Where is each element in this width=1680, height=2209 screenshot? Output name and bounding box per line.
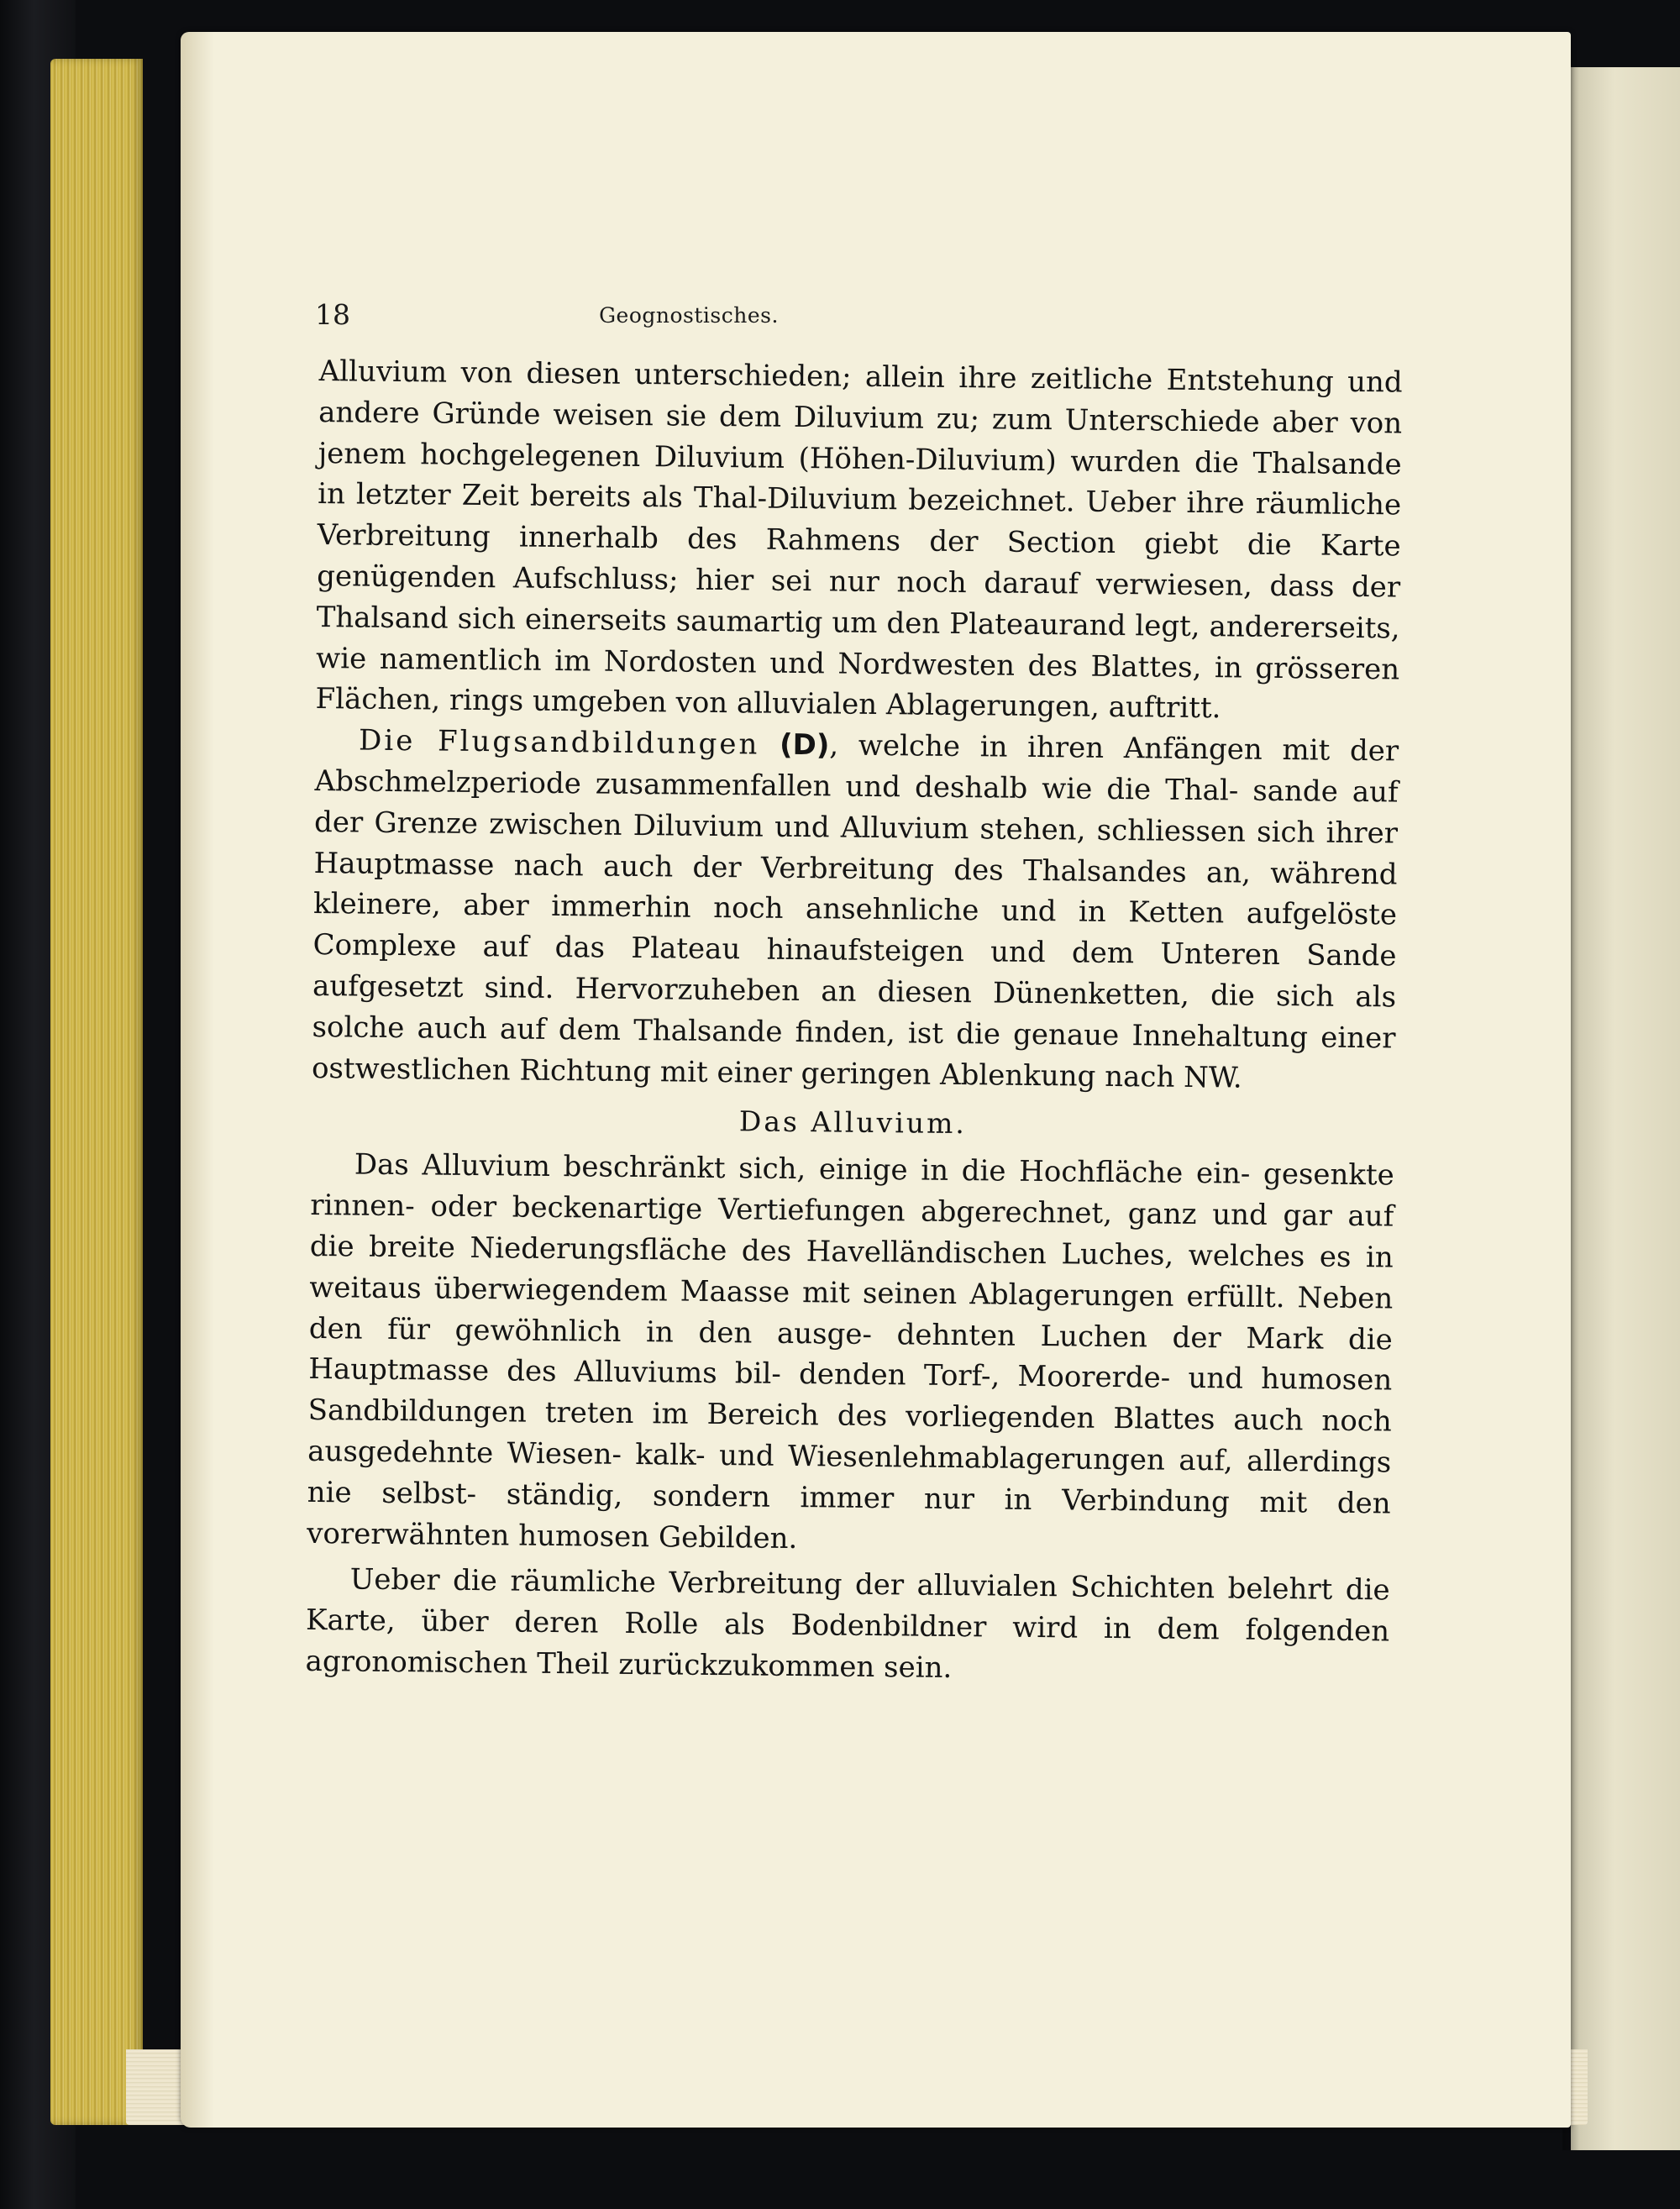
text-line: und andere Gründe weisen sie dem Diluvium zu; zum Unterschiede xyxy=(318,365,1403,439)
paragraph xyxy=(305,1559,1389,1693)
text-line: schliessen sich ihrer Hauptmasse nach auch der Verbreitung des xyxy=(313,813,1399,888)
text-line: folgenden agronomischen Theil zurückzukommen sein. xyxy=(305,1613,1390,1685)
text-line: alluvialen Ablagerungen, auftritt. xyxy=(736,686,1221,726)
text-line: Ueber ihre räumliche Verbreitung innerhalb des Rahmens der Section xyxy=(317,485,1402,561)
text-line: Nordwesten des Blattes, in grösseren Flächen, rings umgeben von xyxy=(315,647,1400,721)
text-line: finden, ist die genaue Innehaltung einer ostwestlichen Richtung xyxy=(311,1015,1396,1089)
text-line: Thalsandes an, während kleinere, aber immerhin noch ansehnliche xyxy=(312,853,1398,928)
text-line: und dem Unteren Sande aufgesetzt sind. Hervorzuheben an xyxy=(312,935,1397,1009)
facing-page-edge xyxy=(1571,67,1680,2150)
text-line: denden Torf-, Moorerde- und humosen Sandbildungen treten im xyxy=(307,1357,1393,1431)
text-line: belehrt die Karte, über deren Rolle als Bodenbildner wird in dem xyxy=(305,1571,1390,1647)
text-line: Ueber die räumliche Verbreitung der alluvialen Schichten xyxy=(349,1562,1215,1606)
text-line: dehnten Luchen der Mark die Hauptmasse des Alluviums bil- xyxy=(308,1317,1393,1392)
page-block-edge xyxy=(50,59,143,2125)
map-symbol: (D) xyxy=(779,727,830,763)
text-line: und in Ketten aufgelöste Complexe auf das Plateau hinaufsteigen xyxy=(312,894,1398,969)
text-line: Plateaurand legt, andererseits, wie namentlich im Nordosten und xyxy=(315,606,1400,680)
text-line: Bereich des vorliegenden Blattes auch noch ausgedehnte Wiesen- xyxy=(307,1398,1392,1472)
text-line: mit einer geringen Ablenkung nach NW. xyxy=(659,1054,1242,1095)
text-line: sande auf der Grenze zwischen Diluvium und Alluvium stehen, xyxy=(313,774,1399,847)
text-line: , welche in ihren Anfängen mit xyxy=(829,728,1331,768)
text-line: Luches, welches es in weitaus überwiegendem Maasse mit seinen xyxy=(309,1237,1394,1311)
page-header xyxy=(315,298,1063,340)
text-line: ständig, sondern immer nur in Verbindung mit den vorerwähnten xyxy=(307,1477,1391,1552)
text-line: der Abschmelzperiode zusammenfallen und deshalb wie die Thal- xyxy=(314,734,1399,808)
paragraph xyxy=(307,1144,1394,1565)
page-body xyxy=(305,351,1403,1693)
text-line: Ablagerungen erfüllt. Neben den für gewöhnlich in den ausge- xyxy=(308,1277,1394,1351)
running-head: Geognostisches. xyxy=(599,303,779,328)
text-line: humosen Gebilden. xyxy=(518,1519,798,1556)
text-line: Alluvium von diesen unterschieden; allein ihre zeitliche Entstehung xyxy=(318,354,1334,399)
text-line: kalk- und Wiesenlehmablagerungen auf, allerdings nie selbst- xyxy=(307,1437,1392,1511)
text-line: verwiesen, dass der Thalsand sich einerseits saumartig um den xyxy=(316,567,1401,641)
text-line: Das Alluvium beschränkt sich, einige in die Hochfläche ein- xyxy=(354,1147,1251,1192)
text-line: gesenkte rinnen- oder beckenartige Vertiefungen abgerechnet, ganz xyxy=(310,1157,1394,1232)
text-line: diesen Dünenketten, die sich als solche auch auf dem Thalsande xyxy=(312,974,1397,1049)
text-line: die Thalsande in letzter Zeit bereits als Thal-Diluvium bezeichnet. xyxy=(318,445,1402,519)
paragraph xyxy=(315,351,1403,732)
paragraph xyxy=(312,720,1399,1100)
section-heading: Das Alluvium. xyxy=(738,1104,968,1141)
page-number: 18 xyxy=(315,298,350,331)
emphasized-term: Die Flugsandbildungen xyxy=(358,723,760,762)
text-line: und gar auf die breite Niederungsfläche des Havelländischen xyxy=(309,1198,1394,1272)
text-line: giebt die Karte genügenden Aufschluss; hier sei nur noch darauf xyxy=(316,527,1401,601)
text-line: aber von jenem hochgelegenen Diluvium (Höhen-Diluvium) wurden xyxy=(318,405,1403,480)
